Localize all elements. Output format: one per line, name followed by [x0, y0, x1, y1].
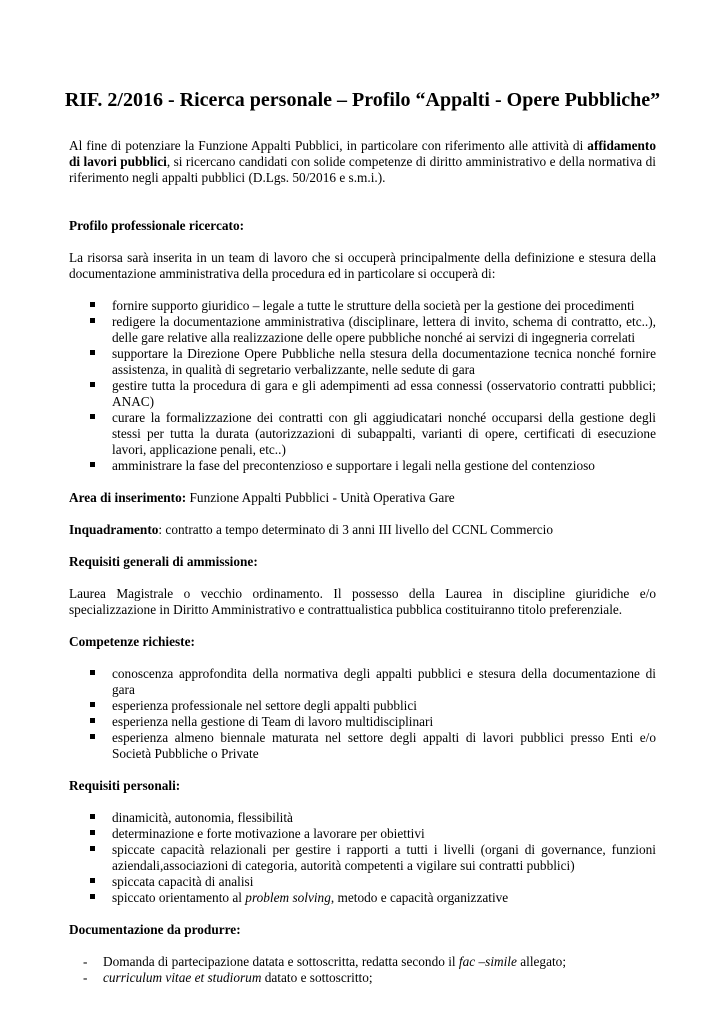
list-item: fornire supporto giuridico – legale a tutte le strutture della società per la gestione dei procedimenti	[69, 298, 656, 314]
list-item: conoscenza approfondita della normativa degli appalti pubblici e stesura della documentazione di gara	[69, 666, 656, 698]
requisiti-personali-heading: Requisiti personali:	[69, 778, 181, 793]
bullet-icon	[90, 814, 95, 819]
bullet-icon	[90, 414, 95, 419]
dash-marker: -	[83, 970, 88, 985]
list-item: determinazione e forte motivazione a lavorare per obiettivi	[69, 826, 656, 842]
requisiti-generali-text: Laurea Magistrale o vecchio ordinamento. Il possesso della Laurea in discipline giuridiche e/o specializzazione in Diritto Amministrativo e contrattualistica pubblica costituiranno titolo preferenziale.	[69, 586, 656, 617]
bullet-icon	[90, 846, 95, 851]
list-item: spiccato orientamento al problem solving, metodo e capacità organizzative	[69, 890, 656, 906]
list-item: gestire tutta la procedura di gara e gli adempimenti ad essa connessi (osservatorio contratti pubblici; ANAC)	[69, 378, 656, 410]
profilo-list	[69, 298, 656, 474]
bullet-icon	[90, 702, 95, 707]
profilo-heading: Profilo professionale ricercato:	[69, 218, 245, 233]
list-item: redigere la documentazione amministrativa (disciplinare, lettera di invito, schema di contratto, etc..), delle gare relative alla realizzazione delle opere pubbliche nonché ai servizi di ingegneria correlati	[69, 314, 656, 346]
list-item: - Domanda di partecipazione datata e sottoscritta, redatta secondo il fac –simile allegato;	[83, 954, 567, 969]
area-inserimento	[69, 490, 656, 506]
documentazione-heading: Documentazione da produrre:	[69, 922, 241, 937]
competenze-heading: Competenze richieste:	[69, 634, 195, 649]
inquadramento-label: Inquadramento	[69, 522, 159, 537]
documentazione-list	[69, 954, 656, 986]
bullet-icon	[90, 302, 95, 307]
list-item: - curriculum vitae et studiorum datato e sottoscritto;	[83, 970, 373, 985]
document-body	[69, 138, 656, 986]
list-item: dinamicità, autonomia, flessibilità	[69, 810, 656, 826]
bullet-icon	[90, 350, 95, 355]
inquadramento-value: : contratto a tempo determinato di 3 anni III livello del CCNL Commercio	[158, 522, 554, 537]
requisiti-generali-heading: Requisiti generali di ammissione:	[69, 554, 258, 569]
bullet-icon	[90, 734, 95, 739]
inquadramento	[69, 522, 656, 538]
list-item: spiccata capacità di analisi	[69, 874, 656, 890]
dash-marker: -	[83, 954, 88, 969]
area-label: Area di inserimento:	[69, 490, 187, 505]
requisiti-personali-list	[69, 810, 656, 906]
list-item: amministrare la fase del precontenzioso e supportare i legali nella gestione del contenzioso	[69, 458, 656, 474]
bullet-icon	[90, 462, 95, 467]
intro-paragraph	[69, 138, 656, 186]
list-item: esperienza professionale nel settore degli appalti pubblici	[69, 698, 656, 714]
bullet-icon	[90, 894, 95, 899]
list-item: esperienza nella gestione di Team di lavoro multidisciplinari	[69, 714, 656, 730]
list-item: spiccate capacità relazionali per gestire i rapporti a tutti i livelli (organi di governance, funzioni aziendali,associazioni di categoria, autorità competenti a vigilare sui contratti pubblici)	[69, 842, 656, 874]
profilo-text: La risorsa sarà inserita in un team di lavoro che si occuperà principalmente della definizione e stesura della documentazione amministrativa della procedura ed in particolare si occuperà di:	[69, 250, 656, 281]
intro-bold-text: affidamento di lavori pubblici	[69, 138, 656, 169]
area-value: Funzione Appalti Pubblici - Unità Operativa Gare	[186, 490, 455, 505]
list-item: supportare la Direzione Opere Pubbliche nella stesura della documentazione tecnica nonché fornire assistenza, in qualità di segretario verbalizzante, nelle sedute di gara	[69, 346, 656, 378]
bullet-icon	[90, 878, 95, 883]
bullet-icon	[90, 718, 95, 723]
bullet-icon	[90, 318, 95, 323]
bullet-icon	[90, 830, 95, 835]
competenze-list	[69, 666, 656, 762]
intro-text-1: Al fine di potenziare la Funzione Appalti Pubblici, in particolare con riferimento alle attività di	[69, 138, 588, 153]
intro-text-2: , si ricercano candidati con solide competenze di diritto amministrativo e della normativa di riferimento negli appalti pubblici (D.Lgs. 50/2016 e s.m.i.).	[69, 154, 656, 185]
list-item: curare la formalizzazione dei contratti con gli aggiudicatari nonché occuparsi della gestione degli stessi per tutta la durata (autorizzazioni di subappalti, varianti di opere, certificati di esecuzione lavori, applicazione penali, etc..)	[69, 410, 656, 458]
bullet-icon	[90, 382, 95, 387]
bullet-icon	[90, 670, 95, 675]
list-item: esperienza almeno biennale maturata nel settore degli appalti di lavori pubblici presso Enti e/o Società Pubbliche o Private	[69, 730, 656, 762]
document-title: RIF. 2/2016 - Ricerca personale – Profilo “Appalti - Opere Pubbliche”	[64, 89, 661, 111]
